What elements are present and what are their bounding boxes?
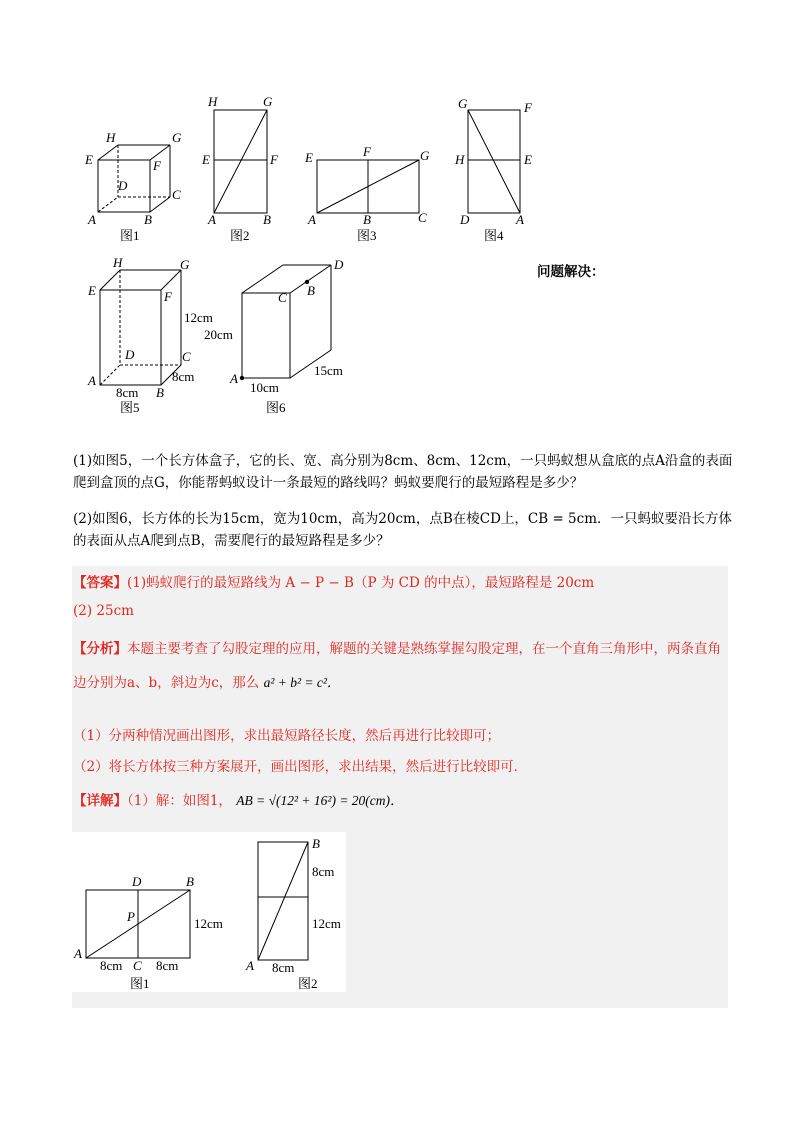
sol-fig2-caption: 图2: [298, 976, 318, 991]
fig4-label-E: E: [524, 152, 532, 167]
sol-fig1-dim-height: 12cm: [194, 916, 223, 931]
fig4-label-A: A: [516, 212, 524, 227]
figures-row-2: [80, 255, 380, 420]
fig2-label-E: E: [202, 152, 210, 167]
figure-5-box: [87, 255, 213, 415]
fig5-label-D: D: [125, 347, 135, 362]
fig3-label-A: A: [308, 212, 316, 227]
fig3-label-E: E: [305, 150, 313, 165]
answer-line-1: [73, 572, 733, 594]
problem-solving-title: 问题解决：: [537, 264, 605, 280]
sol-fig2-label-A: A: [246, 958, 254, 973]
fig5-caption: 图5: [120, 400, 140, 415]
sol-fig1-label-P: P: [127, 909, 135, 924]
sol-fig1-label-D: D: [132, 874, 142, 889]
analysis-step-2: （2）将长方体按三种方案展开，画出图形，求出结果，然后进行比较即可．: [73, 759, 528, 775]
figures-row-1: [80, 90, 550, 250]
fig2-label-H: H: [208, 94, 218, 109]
sol-fig2-dim-bottom: 8cm: [272, 960, 295, 975]
fig6-label-B: B: [307, 283, 315, 298]
solution-figures: [72, 832, 346, 992]
fig5-label-H: H: [113, 255, 123, 270]
answer-tag: 【答案】: [73, 575, 127, 591]
analysis-text: 本题主要考查了勾股定理的应用，解题的关键是熟练掌握勾股定理，在一个直角三角形中，两条直角边分别为a、b，斜边为c，那么: [73, 641, 721, 691]
figure-1-cube: [84, 130, 182, 243]
fig2-caption: 图2: [230, 228, 250, 243]
fig6-dim-height: 20cm: [204, 327, 233, 342]
fig4-label-D: D: [460, 212, 470, 227]
fig5-label-E: E: [88, 283, 96, 298]
fig3-label-F: F: [363, 144, 371, 159]
fig2-label-F: F: [270, 152, 278, 167]
fig5-label-C: C: [182, 349, 191, 364]
fig3-label-B: B: [363, 212, 371, 227]
fig1-label-A: A: [88, 212, 96, 227]
fig5-dim-width: 8cm: [172, 369, 195, 384]
fig1-label-D: D: [118, 178, 128, 193]
sol-fig1-label-B: B: [186, 874, 194, 889]
fig6-caption: 图6: [266, 400, 286, 415]
fig5-dim-height: 12cm: [184, 310, 213, 325]
fig1-label-E: E: [85, 152, 93, 167]
sol-fig1-caption: 图1: [130, 976, 150, 991]
answer-line-2: (2) 25cm: [73, 603, 134, 619]
solution-figure-2: [245, 836, 341, 991]
detail-tag: 【详解】: [73, 793, 127, 809]
figure-6-box: [204, 257, 344, 415]
question-1: (1)如图5，一个长方体盒子，它的长、宽、高分别为8cm、8cm、12cm，一只蚂蚁想从盒底的点A沿盒的表面爬到盒顶的点G，你能帮蚂蚁设计一条最短的路线吗？蚂蚁要爬行的最短路程是多少？: [73, 453, 733, 491]
sol-fig2-label-B: B: [312, 836, 320, 851]
fig1-label-G: G: [172, 130, 182, 145]
fig6-label-C: C: [278, 290, 287, 305]
detail-text: （1）解：如图1，: [127, 793, 232, 809]
sol-fig2-dim-middle: 12cm: [312, 916, 341, 931]
fig5-label-G: G: [180, 257, 190, 272]
answer-text-1: (1)蚂蚁爬行的最短路线为 A − P − B（P 为 CD 的中点），最短路程是 20cm: [127, 575, 595, 591]
figure-3-unfold: [304, 144, 430, 243]
fig2-label-A: A: [208, 212, 216, 227]
fig6-dim-length: 15cm: [314, 363, 343, 378]
fig4-label-F: F: [524, 100, 532, 115]
analysis-tag: 【分析】: [73, 641, 127, 657]
fig1-label-C: C: [172, 187, 181, 202]
detail-line: [73, 790, 733, 812]
fig4-label-H: H: [455, 152, 465, 167]
detail-formula: AB = √(12² + 16²) = 20(cm)．: [236, 793, 404, 808]
solution-figure-1: [73, 874, 223, 991]
figure-4-unfold: [454, 96, 533, 243]
fig5-dim-length: 8cm: [116, 385, 139, 400]
sol-fig2-dim-top: 8cm: [312, 864, 335, 879]
fig5-label-A: A: [88, 373, 96, 388]
fig3-caption: 图3: [357, 228, 377, 243]
sol-fig1-label-A: A: [74, 946, 82, 961]
sol-fig1-dim-right: 8cm: [156, 958, 179, 973]
fig3-label-G: G: [420, 148, 430, 163]
fig6-label-D: D: [334, 257, 344, 272]
fig4-label-G: G: [458, 96, 468, 111]
sol-fig1-dim-left: 8cm: [100, 958, 123, 973]
fig5-label-F: F: [164, 289, 172, 304]
analysis-block: [73, 632, 733, 700]
sol-fig1-label-C: C: [133, 958, 142, 973]
fig1-caption: 图1: [120, 228, 140, 243]
fig5-label-B: B: [156, 385, 164, 400]
figure-2-unfold: [201, 94, 279, 243]
fig6-label-A: A: [230, 371, 238, 386]
fig1-label-H: H: [106, 130, 116, 145]
fig1-label-F: F: [153, 158, 161, 173]
fig2-label-G: G: [263, 94, 273, 109]
question-2: (2)如图6，长方体的长为15cm，宽为10cm，高为20cm，点B在棱CD上，CB = 5cm．一只蚂蚁要沿长方体的表面从点A爬到点B，需要爬行的最短路程是多少？: [73, 511, 733, 549]
analysis-formula: a² + b² = c²．: [263, 675, 341, 690]
fig1-label-B: B: [144, 212, 152, 227]
fig6-dim-width: 10cm: [250, 380, 279, 395]
analysis-step-1: （1）分两种情况画出图形，求出最短路径长度，然后再进行比较即可；: [73, 728, 501, 744]
fig4-caption: 图4: [484, 228, 504, 243]
fig3-label-C: C: [418, 210, 427, 225]
fig2-label-B: B: [263, 212, 271, 227]
